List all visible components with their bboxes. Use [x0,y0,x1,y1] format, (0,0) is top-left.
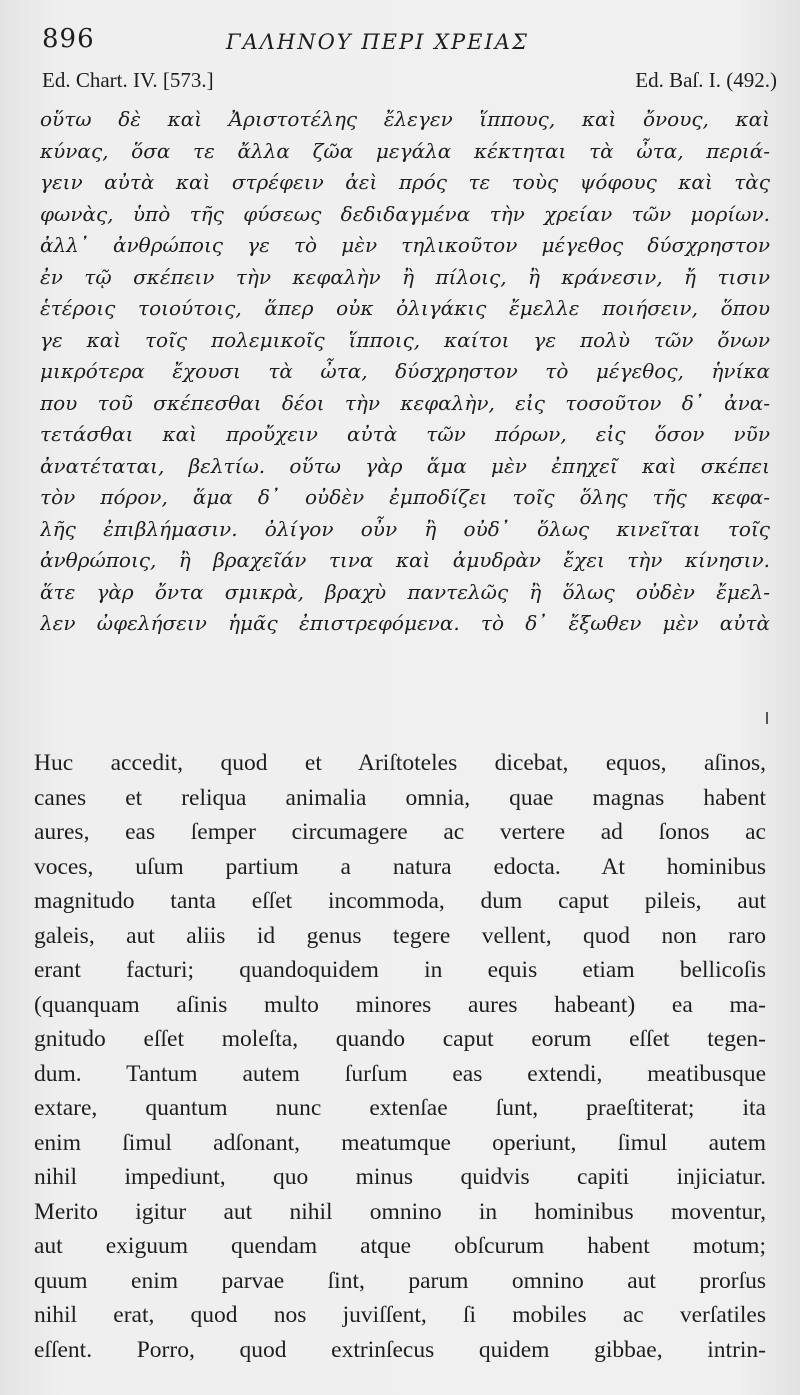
latin-line: canes et reliqua animalia omnia, quae magnas habent [34,784,766,811]
greek-line: ἐν τῷ σκέπειν τὴν κεφαλὴν ἢ πίλοις, ἢ κράνεσιν, ἤ τισιν [40,264,770,289]
latin-text-block [34,746,766,1367]
greek-line: κύνας, ὅσα τε ἄλλα ζῶα μεγάλα κέκτηται τὰ ὦτα, περιά- [40,138,770,163]
page-number: 896 [42,24,95,54]
latin-line: Huc accedit, quod et Ariſtoteles dicebat, equos, aſinos, [34,750,766,776]
latin-line: voces, uſum partium a natura edocta. At hominibus [34,853,766,880]
margin-mark [766,712,768,724]
greek-line: γειν αὐτὰ καὶ στρέφειν ἀεὶ πρός τε τοὺς ψόφους καὶ τὰς [40,170,770,194]
latin-line: magnitudo tanta eſſet incommoda, dum caput pileis, aut [34,888,766,914]
page-header [36,22,766,62]
latin-line: erant facturi; quandoquidem in equis etiam bellicoſis [34,957,766,983]
edition-basel: Ed. Baſ. I. (492.) [635,68,777,92]
latin-line: gnitudo eſſet moleſta, quando caput eorum eſſet tegen- [34,1026,766,1052]
greek-line: ἀνατέταται, βελτίω. οὕτω γὰρ ἅμα μὲν ἐπηχεῖ καὶ σκέπει [40,453,770,478]
latin-line: aures, eas ſemper circumagere ac vertere ad ſonos ac [34,819,766,845]
edition-references [42,68,777,96]
edition-chartier: Ed. Chart. IV. [573.] [42,68,214,92]
running-title: ΓΑΛΗΝΟΥ ΠΕΡΙ ΧΡΕΙΑΣ [226,30,529,54]
latin-line: extare, quantum nunc extenſae ſunt, praeſtiterat; ita [34,1095,766,1121]
greek-line: ἀνθρώποις, ἢ βραχεῖάν τινα καὶ ἀμυδρὰν ἔχει τὴν κίνησιν. [40,548,770,572]
latin-line: eſſent. Porro, quod extrinſecus quidem gibbae, intrin- [34,1336,766,1363]
latin-line: aut exiguum quendam atque obſcurum habent motum; [34,1233,766,1259]
greek-line: μικρότερα ἔχουσι τὰ ὦτα, δύσχρηστον τὸ μέγεθος, ἡνίκα [40,359,770,383]
greek-line: ἀλλ᾽ ἀνθρώποις γε τὸ μὲν τηλικοῦτον μέγεθος δύσχρηστον [40,233,770,257]
greek-line: λεν ὠφελήσειν ἡμᾶς ἐπιστρεφόμενα. τὸ δ᾽ ἔξωθεν μὲν αὐτὰ [40,611,770,635]
greek-line: φωνὰς, ὑπὸ τῆς φύσεως δεδιδαγμένα τὴν χρείαν τῶν μορίων. [40,201,770,226]
latin-line: galeis, aut aliis id genus tegere vellent, quod non raro [34,922,766,949]
greek-line: τετάσθαι καὶ προὔχειν αὐτὰ τῶν πόρων, εἰς ὅσον νῦν [40,422,770,446]
greek-line: οὕτω δὲ καὶ Ἀριστοτέλης ἔλεγεν ἵππους, καὶ ὄνους, καὶ [40,107,770,131]
latin-line: dum. Tantum autem ſurſum eas extendi, meatibusque [34,1060,766,1087]
greek-line: τὸν πόρον, ἅμα δ᾽ οὐδὲν ἐμποδίζει τοῖς ὅλης τῆς κεφα- [40,485,770,509]
latin-line: Merito igitur aut nihil omnino in hominibus moventur, [34,1198,766,1225]
greek-line: ἑτέροις τοιούτοις, ἅπερ οὐκ ὀλιγάκις ἔμελλε ποιήσειν, ὅπου [40,296,770,320]
latin-line: nihil impediunt, quo minus quidvis capiti injiciatur. [34,1164,766,1190]
latin-line: nihil erat, quod nos juviſſent, ſi mobiles ac verſatiles [34,1302,766,1328]
greek-line: που τοῦ σκέπεσθαι δέοι τὴν κεφαλὴν, εἰς τοσοῦτον δ᾽ ἀνα- [40,390,770,415]
greek-text-block [40,104,770,640]
greek-line: λῆς ἐπιβλήμασιν. ὀλίγον οὖν ἢ οὐδ᾽ ὅλως κινεῖται τοῖς [40,516,770,541]
greek-line: ἅτε γὰρ ὄντα σμικρὰ, βραχὺ παντελῶς ἢ ὅλως οὐδὲν ἔμελ- [40,579,770,604]
greek-line: γε καὶ τοῖς πολεμικοῖς ἵπποις, καίτοι γε πολὺ τῶν ὄνων [40,327,770,352]
latin-line: (quanquam aſinis multo minores aures habeant) ea ma- [34,991,766,1018]
latin-line: quum enim parvae ſint, parum omnino aut prorſus [34,1267,766,1294]
latin-line: enim ſimul adſonant, meatumque operiunt, ſimul autem [34,1129,766,1156]
